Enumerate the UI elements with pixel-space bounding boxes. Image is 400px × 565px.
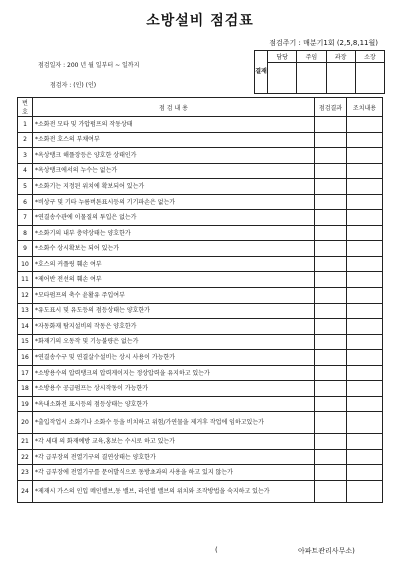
header-content: 점 검 내 용: [33, 98, 315, 117]
row-number: 19: [18, 396, 33, 412]
header-action: 조치내용: [347, 98, 383, 117]
checklist-header-row: [18, 98, 383, 117]
row-action-cell[interactable]: [347, 319, 383, 335]
row-result-cell[interactable]: [315, 449, 347, 465]
document-title: 소방설비 점검표: [146, 13, 254, 29]
row-content: *각 급부장에 전열기구를 문어발식으로 동방쵸과의 사용을 하고 있지 않는가: [33, 465, 315, 481]
row-content: *연결송수관에 이물질의 투입은 없는가: [33, 210, 315, 226]
checklist-row: [18, 163, 383, 179]
row-number: 10: [18, 256, 33, 272]
checklist-body: [18, 117, 383, 503]
row-result-cell[interactable]: [315, 272, 347, 288]
checklist-row: [18, 225, 383, 241]
row-number: 21: [18, 434, 33, 450]
inspector-line: 점검자 : (인) (인): [50, 82, 97, 89]
row-action-cell[interactable]: [347, 481, 383, 503]
row-action-cell[interactable]: [347, 241, 383, 257]
approval-label: 결재: [255, 51, 268, 94]
row-result-cell[interactable]: [315, 210, 347, 226]
checklist-row: [18, 481, 383, 503]
row-result-cell[interactable]: [315, 256, 347, 272]
row-number: 11: [18, 272, 33, 288]
row-result-cell[interactable]: [315, 225, 347, 241]
row-content: *연결송수구 및 연결살수설비는 상시 사용이 가능한가: [33, 350, 315, 366]
row-content: *소화기의 내부 충약상태는 양호한가: [33, 225, 315, 241]
checklist-row: [18, 256, 383, 272]
row-result-cell[interactable]: [315, 396, 347, 412]
checklist-row: [18, 303, 383, 319]
row-result-cell[interactable]: [315, 163, 347, 179]
row-action-cell[interactable]: [347, 210, 383, 226]
row-content: *각 세대 의 화재예방 교육,홍보는 수시로 하고 있는가: [33, 434, 315, 450]
checklist-row: [18, 241, 383, 257]
row-number: 22: [18, 449, 33, 465]
row-result-cell[interactable]: [315, 481, 347, 503]
row-action-cell[interactable]: [347, 179, 383, 195]
row-action-cell[interactable]: [347, 412, 383, 434]
row-content: *소화전 모타 및 가압펌프의 작동상태: [33, 117, 315, 133]
row-content: *소화수 상시확보는 되어 있는가: [33, 241, 315, 257]
checklist-row: [18, 210, 383, 226]
row-result-cell[interactable]: [315, 303, 347, 319]
row-result-cell[interactable]: [315, 334, 347, 350]
row-action-cell[interactable]: [347, 225, 383, 241]
row-action-cell[interactable]: [347, 434, 383, 450]
row-content: *제어반 전선의 훼손 여부: [33, 272, 315, 288]
checklist-row: [18, 148, 383, 164]
row-number: 23: [18, 465, 33, 481]
row-number: 1: [18, 117, 33, 133]
row-content: *소화기는 지정된 위치에 확보되어 있는가: [33, 179, 315, 195]
row-action-cell[interactable]: [347, 256, 383, 272]
checklist-row: [18, 412, 383, 434]
row-content: *소방용수의 압력탱크의 압력게이지는 정상압력을 유지하고 있는가: [33, 365, 315, 381]
row-result-cell[interactable]: [315, 117, 347, 133]
row-number: 8: [18, 225, 33, 241]
checklist-row: [18, 288, 383, 304]
row-number: 9: [18, 241, 33, 257]
inspection-cycle: 점검주기 : 매분기1회 (2,5,8,11월): [269, 39, 378, 47]
checklist-row: [18, 449, 383, 465]
approval-sign-director[interactable]: [355, 63, 384, 94]
header-number: 번호: [18, 98, 33, 117]
row-content: *비상구 및 기타 누름버튼표시등의 기기파손은 없는가: [33, 194, 315, 210]
footer-open-paren: (: [215, 546, 218, 554]
checklist-row: [18, 381, 383, 397]
row-result-cell[interactable]: [315, 412, 347, 434]
row-result-cell[interactable]: [315, 132, 347, 148]
row-action-cell[interactable]: [347, 465, 383, 481]
approval-box: [254, 50, 385, 94]
row-content: *소화전 호스의 부채여부: [33, 132, 315, 148]
checklist-row: [18, 179, 383, 195]
row-result-cell[interactable]: [315, 179, 347, 195]
checklist-row: [18, 117, 383, 133]
row-content: *옥상탱크 해플장등은 양호한 상태인가: [33, 148, 315, 164]
row-number: 4: [18, 163, 33, 179]
checklist-row: [18, 350, 383, 366]
row-result-cell[interactable]: [315, 365, 347, 381]
checklist-row: [18, 132, 383, 148]
row-number: 3: [18, 148, 33, 164]
row-action-cell[interactable]: [347, 365, 383, 381]
row-result-cell[interactable]: [315, 434, 347, 450]
row-action-cell[interactable]: [347, 272, 383, 288]
row-action-cell[interactable]: [347, 148, 383, 164]
checklist-row: [18, 334, 383, 350]
checklist-row: [18, 396, 383, 412]
checklist-row: [18, 272, 383, 288]
row-action-cell[interactable]: [347, 449, 383, 465]
row-content: *옥상탱크에서의 누수는 없는가: [33, 163, 315, 179]
checklist-row: [18, 434, 383, 450]
row-result-cell[interactable]: [315, 350, 347, 366]
footer-office-name: 아파트관리사무소): [298, 547, 355, 555]
row-content: *각 급부장의 전열기구의 결연상태는 양호한가: [33, 449, 315, 465]
row-number: 24: [18, 481, 33, 503]
checklist-row: [18, 465, 383, 481]
row-number: 20: [18, 412, 33, 434]
row-number: 13: [18, 303, 33, 319]
row-result-cell[interactable]: [315, 319, 347, 335]
row-number: 12: [18, 288, 33, 304]
row-content: *유도표시 및 유도등의 점등상태는 양호한가: [33, 303, 315, 319]
row-content: *옥내소화전 표시등의 점등상태는 양호한가: [33, 396, 315, 412]
checklist-row: [18, 365, 383, 381]
row-result-cell[interactable]: [315, 288, 347, 304]
row-number: 6: [18, 194, 33, 210]
checklist-table: [17, 97, 383, 503]
checklist-row: [18, 194, 383, 210]
row-action-cell[interactable]: [347, 303, 383, 319]
approval-sign-manager[interactable]: [326, 63, 355, 94]
row-action-cell[interactable]: [347, 194, 383, 210]
row-result-cell[interactable]: [315, 241, 347, 257]
row-content: *제재시 가스의 인입 메인밸브,동 밸브, 라인별 밸브의 위치와 조작방법을 숙지하고 있는가: [33, 481, 315, 503]
row-content: *소방용수 공급펌프는 상시작동이 가능한가: [33, 381, 315, 397]
row-action-cell[interactable]: [347, 334, 383, 350]
row-number: 17: [18, 365, 33, 381]
row-number: 15: [18, 334, 33, 350]
inspection-date-line: 점검일자 : 200 년 월 일부터 ~ 일까지: [38, 62, 140, 69]
approval-header-staff: 담당: [268, 51, 297, 63]
row-action-cell[interactable]: [347, 381, 383, 397]
row-number: 14: [18, 319, 33, 335]
row-number: 7: [18, 210, 33, 226]
row-content: *출입작업시 소화기나 소화수 등을 비치하고 위험/가연물을 제거후 작업에 임하고있는가: [33, 412, 315, 434]
row-number: 18: [18, 381, 33, 397]
row-result-cell[interactable]: [315, 194, 347, 210]
row-content: *자동화재 탐지설비의 작동은 양호한가: [33, 319, 315, 335]
row-number: 16: [18, 350, 33, 366]
approval-header-director: 소장: [355, 51, 384, 63]
row-result-cell[interactable]: [315, 465, 347, 481]
approval-header-manager: 과장: [326, 51, 355, 63]
row-content: *호스의 커플링 훼손 여부: [33, 256, 315, 272]
row-content: *화재기의 오동작 및 기능불량은 없는가: [33, 334, 315, 350]
row-content: *모타펌프의 축수 윤활유 주입여부: [33, 288, 315, 304]
approval-sign-chief[interactable]: [297, 63, 326, 94]
header-result: 점검결과: [315, 98, 347, 117]
row-result-cell[interactable]: [315, 148, 347, 164]
row-result-cell[interactable]: [315, 381, 347, 397]
row-number: 5: [18, 179, 33, 195]
row-number: 2: [18, 132, 33, 148]
approval-header-chief: 주임: [297, 51, 326, 63]
row-action-cell[interactable]: [347, 117, 383, 133]
row-action-cell[interactable]: [347, 132, 383, 148]
checklist-row: [18, 319, 383, 335]
row-action-cell[interactable]: [347, 396, 383, 412]
row-action-cell[interactable]: [347, 288, 383, 304]
approval-sign-staff[interactable]: [268, 63, 297, 94]
row-action-cell[interactable]: [347, 163, 383, 179]
row-action-cell[interactable]: [347, 350, 383, 366]
